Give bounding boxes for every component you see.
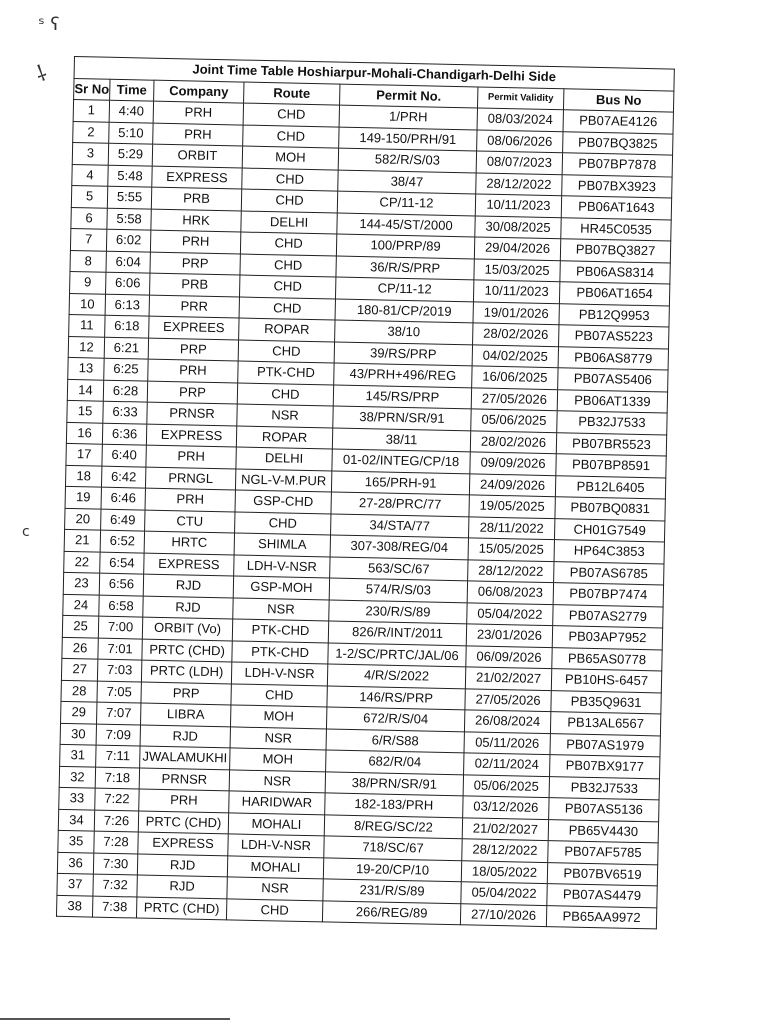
permit-no-cell: 307-308/REG/04 [330,535,468,559]
permit-validity-cell: 28/11/2022 [468,516,554,539]
bus-no-cell: PB06AS8779 [558,346,668,370]
permit-no-cell: 682/R/04 [326,750,464,774]
time-cell: 5:55 [107,186,151,208]
route-cell: DELHI [236,447,332,471]
route-cell: MOH [230,748,326,772]
column-header: Permit No. [340,84,478,108]
route-cell: MOHALI [228,812,324,836]
bus-no-cell: PB03AP7952 [552,626,662,650]
sr-no-cell: 17 [66,443,102,465]
permit-validity-cell: 28/02/2026 [470,430,556,453]
time-cell: 6:18 [105,315,149,337]
permit-no-cell: 182-183/PRH [325,793,463,817]
time-cell: 6:49 [101,509,145,531]
sr-no-cell: 34 [58,809,94,831]
permit-no-cell: 36/R/S/PRP [336,256,474,280]
sr-no-cell: 9 [70,271,106,293]
sr-no-cell: 32 [59,766,95,788]
bus-no-cell: PB65V4430 [548,819,658,843]
permit-no-cell: 6/R/S88 [326,728,464,752]
time-cell: 6:56 [99,573,143,595]
sr-no-cell: 11 [69,314,105,336]
bus-no-cell: PB13AL6567 [550,712,660,736]
permit-no-cell: 1/PRH [339,105,477,129]
time-cell: 7:09 [96,724,140,746]
permit-validity-cell: 04/02/2025 [472,344,558,367]
route-cell: MOH [230,705,326,729]
company-cell: PRH [146,445,236,468]
permit-validity-cell: 05/04/2022 [467,602,553,625]
route-cell: ROPAR [236,425,332,449]
route-cell: SHIMLA [234,533,330,557]
permit-no-cell: 38/PRN/SR/91 [333,406,471,430]
time-cell: 7:03 [97,659,141,681]
permit-no-cell: 01-02/INTEG/CP/18 [332,449,470,473]
sr-no-cell: 30 [60,723,96,745]
time-cell: 6:04 [106,251,150,273]
permit-no-cell: 826/R/INT/2011 [328,621,466,645]
bus-no-cell: PB07AF5785 [548,841,658,865]
company-cell: PRB [150,273,240,296]
scan-mark: c [22,524,30,540]
sr-no-cell: 15 [67,400,103,422]
company-cell: PRH [150,230,240,253]
route-cell: CHD [231,683,327,707]
time-cell: 6:58 [99,595,143,617]
sr-no-cell: 27 [61,658,97,680]
permit-no-cell: 582/R/S/03 [338,148,476,172]
company-cell: HRK [151,209,241,232]
sr-no-cell: 13 [68,357,104,379]
route-cell: NSR [229,769,325,793]
permit-validity-cell: 09/09/2026 [470,452,556,475]
time-cell: 7:11 [96,745,140,767]
company-cell: PRH [153,123,243,146]
permit-no-cell: 145/RS/PRP [333,385,471,409]
permit-no-cell: 39/RS/PRP [334,342,472,366]
sr-no-cell: 25 [62,615,98,637]
column-header: Bus No [563,88,673,112]
time-cell: 6:46 [101,487,145,509]
company-cell: RJD [137,854,227,877]
bus-no-cell: PB07AS2779 [553,604,663,628]
permit-validity-cell: 27/10/2026 [460,903,546,926]
permit-validity-cell: 28/12/2022 [462,839,548,862]
bus-no-cell: PB07BV6519 [547,862,657,886]
sr-no-cell: 16 [66,422,102,444]
company-cell: PRR [149,295,239,318]
route-cell: CHD [237,382,333,406]
sr-no-cell: 37 [57,873,93,895]
route-cell: PTK-CHD [232,619,328,643]
company-cell: PRH [153,101,243,124]
bus-no-cell: PB06AT1643 [561,196,671,220]
route-cell: CHD [241,189,337,213]
permit-validity-cell: 23/01/2026 [466,624,552,647]
bus-no-cell: PB12L6405 [555,475,665,499]
time-cell: 6:28 [103,380,147,402]
company-cell: PRH [145,488,235,511]
bus-no-cell: PB07AS6785 [554,561,664,585]
permit-no-cell: 146/RS/PRP [327,685,465,709]
route-cell: ROPAR [239,318,335,342]
permit-validity-cell: 08/07/2023 [476,151,562,174]
sr-no-cell: 12 [68,336,104,358]
bus-no-cell: PB07BQ0831 [555,497,665,521]
company-cell: PRNSR [139,768,229,791]
table-body [56,100,673,929]
company-cell: ORBIT [152,144,242,167]
permit-no-cell: 38/PRN/SR/91 [325,771,463,795]
company-cell: PRH [148,359,238,382]
permit-validity-cell: 28/12/2022 [468,559,554,582]
time-cell: 7:18 [95,767,139,789]
route-cell: CHD [240,232,336,256]
time-cell: 6:36 [102,423,146,445]
permit-validity-cell: 03/12/2026 [463,796,549,819]
timetable-sheet [56,56,674,929]
company-cell: PRP [150,252,240,275]
route-cell: NGL-V-M.PUR [235,468,331,492]
permit-no-cell: 672/R/S/04 [326,707,464,731]
bus-no-cell: PB07BP7474 [553,583,663,607]
permit-no-cell: 180-81/CP/2019 [335,299,473,323]
company-cell: JWALAMUKHI [140,746,230,769]
permit-no-cell: 563/SC/67 [330,556,468,580]
permit-no-cell: 19-20/CP/10 [323,857,461,881]
time-cell: 6:54 [100,552,144,574]
bus-no-cell: PB07AS4479 [547,884,657,908]
company-cell: EXPRESS [138,832,228,855]
permit-no-cell: 4/R/S/2022 [327,664,465,688]
time-cell: 6:06 [106,272,150,294]
route-cell: GSP-CHD [235,490,331,514]
table-title: Joint Time Table Hoshiarpur-Mohali-Chandigarh-Delhi Side [74,57,674,91]
bus-no-cell: CH01G7549 [554,518,664,542]
time-cell: 6:25 [104,358,148,380]
permit-no-cell: 165/PRH-91 [331,470,469,494]
time-cell: 7:30 [93,853,137,875]
permit-no-cell: 43/PRH+496/REG [334,363,472,387]
bus-no-cell: PB10HS-6457 [551,669,661,693]
route-cell: NSR [227,877,323,901]
route-cell: CHD [239,297,335,321]
company-cell: EXPREES [149,316,239,339]
sr-no-cell: 4 [72,164,108,186]
bus-no-cell: PB65AS0778 [552,647,662,671]
route-cell: CHD [243,103,339,127]
time-cell: 7:28 [94,831,138,853]
route-cell: CHD [226,898,322,922]
permit-validity-cell: 24/09/2026 [469,473,555,496]
permit-validity-cell: 15/05/2025 [468,538,554,561]
sr-no-cell: 1 [73,100,109,122]
permit-validity-cell: 08/03/2024 [477,108,563,131]
bus-no-cell: PB06AT1339 [557,389,667,413]
sr-no-cell: 26 [62,637,98,659]
bus-no-cell: PB35Q9631 [551,690,661,714]
permit-validity-cell: 05/11/2026 [464,731,550,754]
company-cell: RJD [137,875,227,898]
time-cell: 6:33 [103,401,147,423]
bus-no-cell: HR45C0535 [561,217,671,241]
time-cell: 7:07 [97,702,141,724]
permit-validity-cell: 21/02/2027 [462,817,548,840]
company-cell: PRTC (CHD) [136,897,226,920]
bus-no-cell: PB32J7533 [557,411,667,435]
permit-validity-cell: 19/05/2025 [469,495,555,518]
permit-no-cell: 1-2/SC/PRTC/JAL/06 [328,642,466,666]
permit-validity-cell: 05/06/2025 [463,774,549,797]
permit-validity-cell: 05/06/2025 [471,409,557,432]
bus-no-cell: PB07BQ3825 [563,131,673,155]
permit-validity-cell: 27/05/2026 [465,688,551,711]
permit-validity-cell: 26/08/2024 [464,710,550,733]
bus-no-cell: PB07BQ3827 [560,239,670,263]
permit-validity-cell: 19/01/2026 [473,301,559,324]
company-cell: PRP [148,338,238,361]
sr-no-cell: 38 [56,895,92,917]
route-cell: CHD [240,254,336,278]
company-cell: PRTC (CHD) [138,811,228,834]
company-cell: PRTC (LDH) [141,660,231,683]
route-cell: NSR [237,404,333,428]
company-cell: EXPRESS [146,424,236,447]
time-cell: 7:05 [97,681,141,703]
permit-validity-cell: 08/06/2026 [477,129,563,152]
time-cell: 7:38 [92,896,136,918]
bus-no-cell: PB07AS1979 [550,733,660,757]
route-cell: GSP-MOH [233,576,329,600]
permit-no-cell: 149-150/PRH/91 [339,127,477,151]
sr-no-cell: 20 [65,508,101,530]
permit-validity-cell: 02/11/2024 [464,753,550,776]
column-header: Company [154,80,244,103]
route-cell: LDH-V-NSR [228,834,324,858]
page-edge-line [0,1018,230,1020]
route-cell: NSR [230,726,326,750]
timetable [56,56,675,929]
company-cell: PRP [147,381,237,404]
bus-no-cell: PB07BX3923 [562,174,672,198]
sr-no-cell: 35 [58,830,94,852]
bus-no-cell: PB12Q9953 [559,303,669,327]
permit-no-cell: 718/SC/67 [324,836,462,860]
permit-validity-cell: 06/08/2023 [467,581,553,604]
company-cell: PRNSR [147,402,237,425]
route-cell: LDH-V-NSR [234,554,330,578]
sr-no-cell: 22 [64,551,100,573]
sr-no-cell: 10 [69,293,105,315]
permit-validity-cell: 15/03/2025 [474,258,560,281]
sr-no-cell: 14 [67,379,103,401]
scan-mark: ⸸ [32,60,51,88]
permit-no-cell: 144-45/ST/2000 [337,213,475,237]
company-cell: ORBIT (Vo) [142,617,232,640]
company-cell: EXPRESS [144,553,234,576]
time-cell: 5:48 [108,165,152,187]
permit-validity-cell: 21/02/2027 [465,667,551,690]
bus-no-cell: PB06AT1654 [559,282,669,306]
route-cell: LDH-V-NSR [231,662,327,686]
company-cell: PRB [151,187,241,210]
bus-no-cell: PB07AS5136 [549,798,659,822]
permit-validity-cell: 16/06/2025 [472,366,558,389]
sr-no-cell: 23 [63,572,99,594]
bus-no-cell: PB07AE4126 [563,110,673,134]
column-header: Route [244,82,340,106]
bus-no-cell: PB07BP7878 [562,153,672,177]
permit-no-cell: CP/11-12 [335,277,473,301]
sr-no-cell: 29 [61,701,97,723]
sr-no-cell: 28 [61,680,97,702]
sr-no-cell: 5 [71,185,107,207]
permit-no-cell: 27-28/PRC/77 [331,492,469,516]
sr-no-cell: 6 [71,207,107,229]
sr-no-cell: 2 [73,121,109,143]
bus-no-cell: PB07BX9177 [550,755,660,779]
time-cell: 6:42 [101,466,145,488]
time-cell: 6:02 [106,229,150,251]
company-cell: PRTC (CHD) [142,639,232,662]
time-cell: 5:58 [107,208,151,230]
time-cell: 5:10 [109,122,153,144]
company-cell: PRNGL [145,467,235,490]
permit-validity-cell: 05/04/2022 [461,882,547,905]
time-cell: 7:26 [94,810,138,832]
permit-no-cell: 34/STA/77 [331,513,469,537]
sr-no-cell: 21 [64,529,100,551]
permit-no-cell: 574/R/S/03 [329,578,467,602]
bus-no-cell: PB32J7533 [549,776,659,800]
permit-no-cell: 100/PRP/89 [336,234,474,258]
permit-no-cell: 231/R/S/89 [323,879,461,903]
permit-validity-cell: 10/11/2023 [473,280,559,303]
time-cell: 7:32 [93,874,137,896]
route-cell: CHD [239,275,335,299]
permit-no-cell: 38/47 [338,170,476,194]
time-cell: 6:52 [100,530,144,552]
permit-validity-cell: 29/04/2026 [474,237,560,260]
permit-validity-cell: 18/05/2022 [461,860,547,883]
route-cell: CHD [243,125,339,149]
route-cell: HARIDWAR [229,791,325,815]
permit-validity-cell: 30/08/2025 [475,215,561,238]
time-cell: 7:22 [95,788,139,810]
sr-no-cell: 19 [65,486,101,508]
bus-no-cell: PB07AS5223 [559,325,669,349]
bus-no-cell: PB07AS5406 [558,368,668,392]
permit-validity-cell: 28/02/2026 [473,323,559,346]
sr-no-cell: 24 [63,594,99,616]
route-cell: PTK-CHD [238,361,334,385]
permit-validity-cell: 27/05/2026 [471,387,557,410]
sr-no-cell: 36 [57,852,93,874]
permit-no-cell: 38/10 [335,320,473,344]
company-cell: RJD [143,574,233,597]
sr-no-cell: 7 [70,228,106,250]
route-cell: MOHALI [227,855,323,879]
company-cell: EXPRESS [152,166,242,189]
time-cell: 5:29 [108,143,152,165]
sr-no-cell: 3 [72,142,108,164]
permit-no-cell: CP/11-12 [337,191,475,215]
permit-validity-cell: 06/09/2026 [466,645,552,668]
company-cell: PRH [139,789,229,812]
route-cell: CHD [238,340,334,364]
column-header: Time [110,79,154,101]
permit-no-cell: 266/REG/89 [322,900,460,924]
time-cell: 6:13 [105,294,149,316]
bus-no-cell: PB65AA9972 [546,905,656,929]
company-cell: LIBRA [141,703,231,726]
company-cell: CTU [145,510,235,533]
bus-no-cell: PB07BR5523 [556,432,666,456]
time-cell: 6:40 [102,444,146,466]
route-cell: NSR [233,597,329,621]
permit-validity-cell: 28/12/2022 [476,172,562,195]
sr-no-cell: 31 [60,744,96,766]
bus-no-cell: PB07BP8591 [556,454,666,478]
company-cell: HRTC [144,531,234,554]
sr-no-cell: 33 [59,787,95,809]
time-cell: 6:21 [104,337,148,359]
route-cell: PTK-CHD [232,640,328,664]
scan-mark: ˢ ʕ [38,14,60,35]
column-header: Sr No [74,78,110,100]
permit-no-cell: 8/REG/SC/22 [324,814,462,838]
company-cell: PRP [141,682,231,705]
time-cell: 7:00 [98,616,142,638]
sr-no-cell: 18 [65,465,101,487]
bus-no-cell: PB06AS8314 [560,260,670,284]
sr-no-cell: 8 [70,250,106,272]
permit-no-cell: 38/11 [332,428,470,452]
company-cell: RJD [140,725,230,748]
route-cell: CHD [235,511,331,535]
time-cell: 7:01 [98,638,142,660]
time-cell: 4:40 [109,100,153,122]
route-cell: MOH [242,146,338,170]
column-header: Permit Validity [478,86,564,109]
permit-no-cell: 230/R/S/89 [329,599,467,623]
company-cell: RJD [143,596,233,619]
bus-no-cell: HP64C3853 [554,540,664,564]
permit-validity-cell: 10/11/2023 [475,194,561,217]
route-cell: DELHI [241,211,337,235]
route-cell: CHD [242,168,338,192]
